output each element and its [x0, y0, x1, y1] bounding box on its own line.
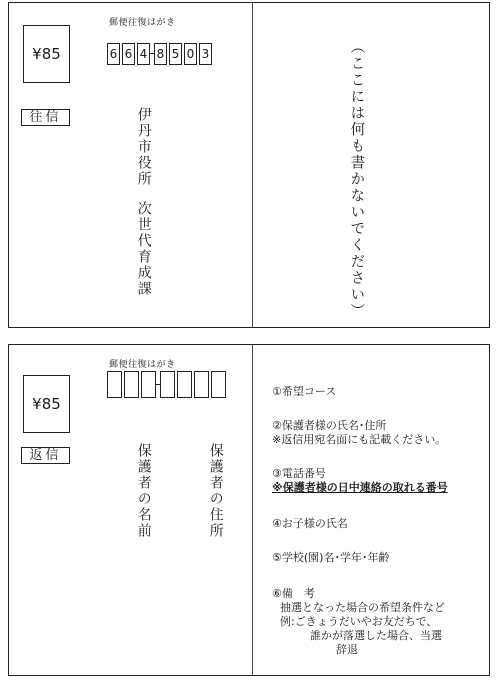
zip-digit-box [124, 371, 139, 398]
item-guardian: ②保護者様の氏名･住所 [272, 419, 387, 432]
outgoing-mark: 往信 [21, 109, 70, 126]
zip-digit-box: 3 [199, 43, 212, 65]
item-phone: ③電話番号 [272, 467, 326, 480]
zip-digit-box [160, 371, 175, 398]
return-mark: 返信 [21, 447, 70, 464]
item-course: ①希望コース [272, 385, 337, 398]
item-remarks-line: 抽選となった場合の希望条件など [280, 601, 445, 614]
zip-digit-box: 6 [107, 43, 120, 65]
item-remarks-line: 誰かが落選した場合、当選 [310, 629, 442, 642]
zip-digit-box [177, 371, 192, 398]
zip-digit-box [194, 371, 209, 398]
item-child: ④お子様の氏名 [272, 517, 348, 530]
zip-digit-box: 8 [154, 43, 167, 65]
item-remarks-line: 辞退 [336, 643, 358, 656]
blank-area-notice: （ここには何も書かないでください） [348, 39, 365, 320]
zip-digit-box: 0 [184, 43, 197, 65]
card-divider [252, 3, 253, 327]
zip-digit-box: 6 [122, 43, 135, 65]
recipient-department: 次世代育成課 [135, 201, 152, 297]
zip-digit-box [141, 371, 156, 398]
postal-label: 郵便往復はがき [109, 360, 176, 370]
item-remarks: ⑥備 考 [272, 587, 315, 600]
zip-digit-box [107, 371, 122, 398]
zip-digit-box [211, 371, 226, 398]
zip-digit-box: 4 [137, 43, 150, 65]
return-card [8, 344, 490, 676]
stamp-box: ¥85 [23, 25, 70, 83]
recipient-office: 伊丹市役所 [135, 107, 152, 187]
outgoing-card [8, 2, 490, 328]
guardian-name: 保護者の名前 [135, 443, 152, 539]
item-guardian-note: ※返信用宛名面にも記載ください。 [272, 433, 447, 446]
postal-label: 郵便往復はがき [109, 18, 176, 28]
guardian-address: 保護者の住所 [207, 443, 224, 539]
item-phone-note: ※保護者様の日中連絡の取れる番号 [272, 481, 448, 494]
card-divider [252, 345, 253, 675]
zip-digit-box: 5 [169, 43, 182, 65]
item-school: ⑤学校(園)名･学年･年齢 [272, 551, 390, 564]
item-remarks-line: 例:ごきょうだいやお友だちで、 [280, 615, 438, 628]
stamp-box: ¥85 [23, 375, 70, 433]
